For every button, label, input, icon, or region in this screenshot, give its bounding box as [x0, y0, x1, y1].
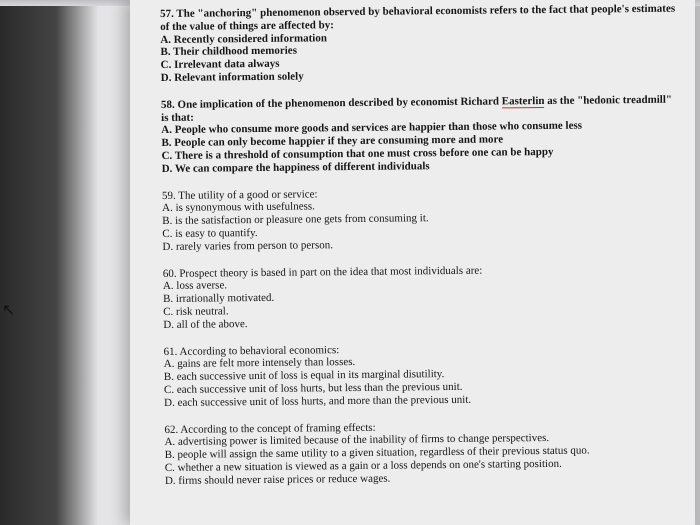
option-c: C. risk neutral.	[163, 305, 229, 318]
question-stem-end: as the "hedonic treadmill" is that:	[161, 93, 673, 124]
option-c: C. There is a threshold of consumption that one must cross before one can be happy	[161, 145, 554, 162]
question-stem: The "anchoring" phenomenon observed by behavioral economists refers to the fact that people's estimates of the value of things are affected by:	[160, 2, 676, 33]
mouse-cursor-icon: ↖	[2, 300, 16, 319]
question-number: 62.	[164, 423, 179, 436]
option-d: D. Relevant information solely	[160, 70, 304, 84]
option-d: D. firms should never raise prices or reduce wages.	[164, 472, 391, 487]
question-stem: According to the concept of framing effects:	[180, 421, 376, 436]
question-62	[164, 418, 685, 487]
question-number: 59.	[161, 189, 176, 202]
option-d: D. rarely varies from person to person.	[162, 238, 334, 253]
option-a: A. People who consume more goods and services are happier than those who consume less	[161, 119, 583, 137]
question-58	[161, 93, 682, 175]
option-b: B. People can only become happier if they are consuming more and more	[161, 133, 504, 150]
question-59	[162, 184, 683, 253]
option-c: C. whether a new situation is viewed as a gain or a loss depends on one's starting position.	[164, 457, 562, 474]
question-number: 61.	[163, 345, 178, 358]
question-60	[163, 262, 684, 331]
option-b: B. is the satisfaction or pleasure one gets from consuming it.	[162, 212, 429, 228]
question-57	[160, 3, 681, 85]
question-number: 58.	[160, 98, 175, 111]
option-b: B. irrationally motivated.	[162, 291, 275, 306]
question-number: 57.	[160, 7, 174, 20]
option-b: B. each successive unit of loss is equal in its marginal disutility.	[163, 368, 445, 384]
option-c: C. each successive unit of loss hurts, but less than the previous unit.	[163, 380, 463, 396]
spellcheck-underlined-word: Easterlin	[501, 94, 545, 108]
option-a: A. Recently considered information	[160, 31, 328, 46]
question-number: 60.	[162, 267, 177, 280]
option-b: B. Their childhood memories	[160, 44, 298, 59]
question-stem-start: One implication of the phenomenon described by economist Richard	[177, 95, 502, 111]
option-d: D. each successive unit of loss hurts, and more than the previous unit.	[164, 393, 472, 409]
option-a: A. advertising power is limited because of the inability of firms to change perspectives.	[164, 432, 550, 449]
option-c: C. Irrelevant data always	[160, 57, 280, 72]
question-stem: Prospect theory is based in part on the idea that most individuals are:	[179, 264, 483, 280]
question-stem: According to behavioral economics:	[179, 343, 340, 358]
option-a: A. gains are felt more intensely than losses.	[163, 356, 356, 371]
option-d: D. all of the above.	[163, 317, 248, 331]
option-b: B. people will assign the same utility to a given situation, regardless of their previous status quo.	[164, 444, 590, 462]
question-stem: The utility of a good or service:	[178, 187, 318, 202]
question-61	[164, 340, 685, 409]
option-a: A. loss averse.	[162, 279, 228, 293]
question-list	[160, 3, 685, 502]
option-d: D. We can compare the happiness of different individuals	[161, 159, 430, 175]
option-a: A. is synonymous with usefulness.	[162, 200, 315, 215]
option-c: C. is easy to quantify.	[162, 226, 258, 240]
